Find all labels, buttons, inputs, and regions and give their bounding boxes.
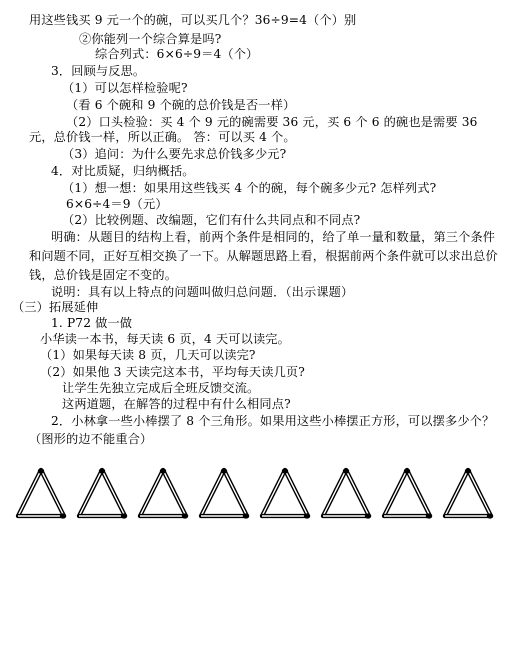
paragraph-clarify: 明确：从题目的结构上看，前两个条件是相同的，给了单一量和数量，第三个条件和问题不同，正好互相交换了一下。从解题思路上看，根据前两个条件就可以求出总价钱，总价钱是固定不变的。 bbox=[29, 230, 498, 282]
matchstick-triangle-icon bbox=[197, 466, 251, 522]
matchstick-triangle-icon bbox=[380, 466, 434, 522]
question-1: （1）如果每天读 8 页，几天可以读完? bbox=[40, 348, 256, 362]
text-line-9: （3）追问：为什么要先求总价钱多少元? bbox=[62, 147, 287, 161]
section-heading-extend: （三）拓展延伸 bbox=[12, 300, 99, 314]
matchstick-triangle-icon bbox=[136, 466, 190, 522]
matchstick-triangle-icon bbox=[258, 466, 312, 522]
question-2: （2）如果他 3 天读完这本书，平均每天读几页? bbox=[40, 365, 305, 379]
text-line-3: 综合列式：6×6÷9＝4（个） bbox=[95, 47, 259, 61]
text-line-2: ②你能列一个综合算是吗? bbox=[79, 32, 222, 46]
text-line-11: （1）想一想：如果用这些钱买 4 个的碗，每个碗多少元? 怎样列式? bbox=[62, 181, 437, 195]
text-line-book: 小华读一本书，每天读 6 页，4 天可以读完。 bbox=[40, 332, 290, 346]
text-line-5: （1）可以怎样检验呢? bbox=[62, 81, 188, 95]
text-line-1: 用这些钱买 9 元一个的碗，可以买几个？36÷9=4（个）别 bbox=[29, 13, 357, 27]
equation-line: 6×6÷4＝9（元） bbox=[66, 197, 168, 211]
text-line-13: （2）比较例题、改编题，它们有什么共同点和不同点? bbox=[62, 213, 361, 227]
text-line-7: （2）口头检验：买 4 个 9 元的碗需要 36 元，买 6 个 6 的碗也是需要 36 bbox=[66, 115, 478, 129]
text-line-explain: 说明：具有以上特点的问题叫做归总问题．（出示课题） bbox=[51, 285, 354, 299]
problem-2: 2．小林拿一些小棒摆了 8 个三角形。如果用这些小棒摆正方形，可以摆多少个？（图形的边不能重合） bbox=[29, 414, 495, 446]
matchstick-triangle-icon bbox=[75, 466, 129, 522]
text-line-6: （看 6 个碗和 9 个碗的总价钱是否一样） bbox=[66, 98, 296, 112]
section-heading-compare: 4．对比质疑，归纳概括。 bbox=[51, 164, 195, 178]
triangle-figure bbox=[14, 466, 504, 526]
section-heading-review: 3．回顾与反思。 bbox=[51, 64, 146, 78]
matchstick-triangle-icon bbox=[14, 466, 68, 522]
matchstick-triangle-icon bbox=[319, 466, 373, 522]
text-line-common: 这两道题，在解答的过程中有什么相同点? bbox=[62, 397, 291, 411]
text-line-8: 元，总价钱一样，所以正确。 答：可以买 4 个。 bbox=[29, 130, 296, 144]
matchstick-triangle-icon bbox=[441, 466, 495, 522]
text-line-feedback: 让学生先独立完成后全班反馈交流。 bbox=[62, 381, 260, 395]
exercise-heading: 1. P72 做一做 bbox=[51, 316, 133, 330]
